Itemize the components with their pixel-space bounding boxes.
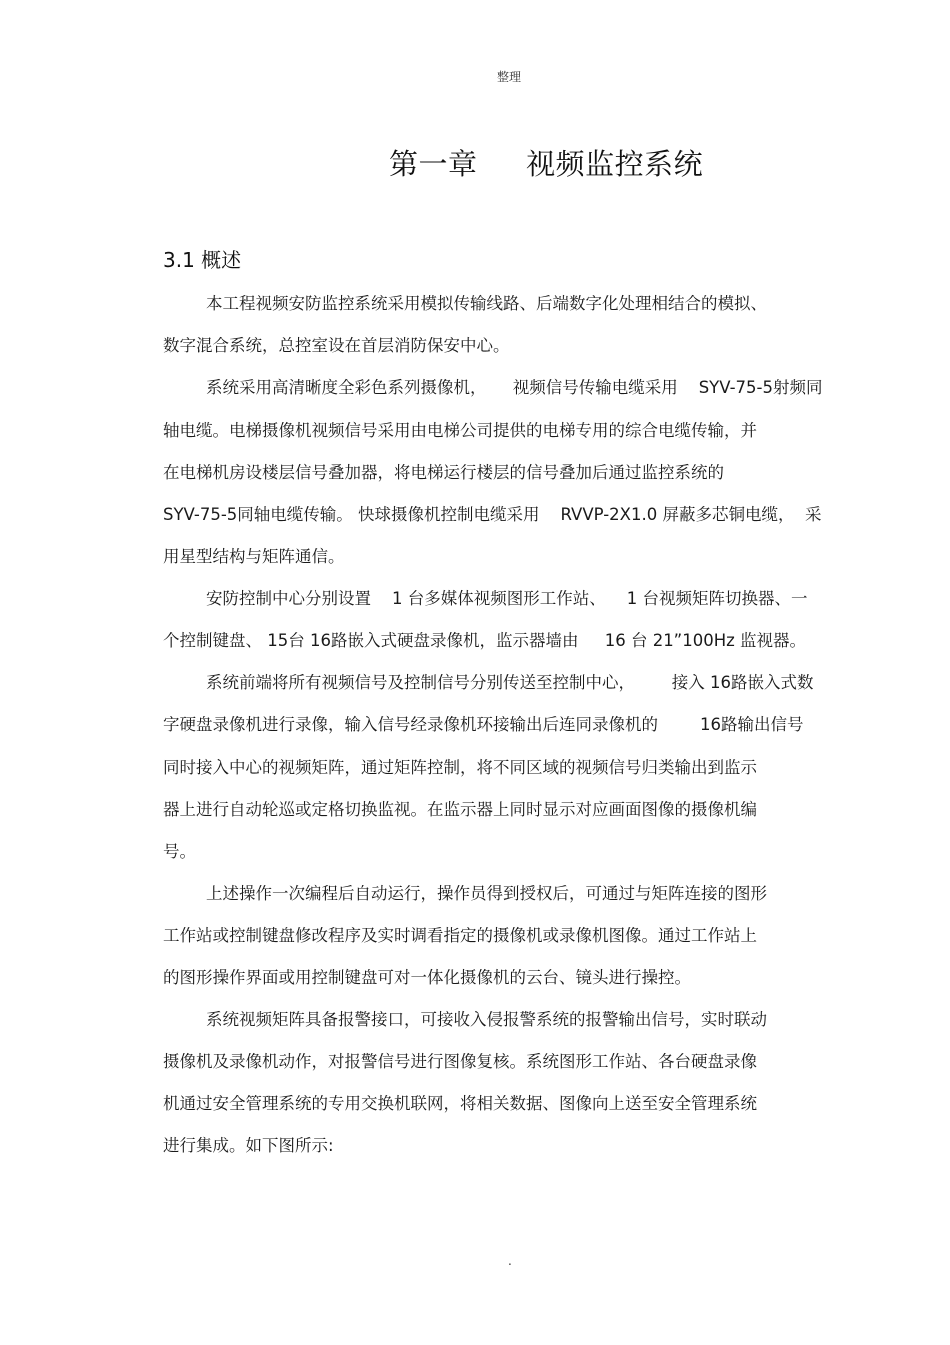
paragraph-line: 同时接入中心的视频矩阵，通过矩阵控制，将不同区域的视频信号归类输出到监示: [163, 758, 757, 777]
paragraph-line: 系统前端将所有视频信号及控制信号分别传送至控制中心， 接入 16路嵌入式数: [206, 673, 814, 692]
paragraph-line: 机通过安全管理系统的专用交换机联网，将相关数据、图像向上送至安全管理系统: [163, 1094, 757, 1113]
paragraph-line: 系统视频矩阵具备报警接口，可接收入侵报警系统的报警输出信号，实时联动: [206, 1010, 767, 1029]
paragraph-line: 号。: [163, 842, 196, 861]
paragraph-line: 上述操作一次编程后自动运行，操作员得到授权后，可通过与矩阵连接的图形: [206, 884, 767, 903]
chapter-title: 第一章 视频监控系统: [389, 147, 704, 181]
paragraph-line: 数字混合系统，总控室设在首层消防保安中心。: [163, 336, 510, 355]
paragraph-line: 轴电缆。电梯摄像机视频信号采用由电梯公司提供的电梯专用的综合电缆传输，并: [163, 421, 757, 440]
paragraph-line: 器上进行自动轮巡或定格切换监视。在监示器上同时显示对应画面图像的摄像机编: [163, 800, 757, 819]
paragraph-line: 字硬盘录像机进行录像，输入信号经录像机环接输出后连同录像机的 16路输出信号: [163, 715, 804, 734]
paragraph-line: 系统采用高清晰度全彩色系列摄像机， 视频信号传输电缆采用 SYV-75-5射频同: [206, 378, 823, 397]
paragraph-line: 在电梯机房设楼层信号叠加器，将电梯运行楼层的信号叠加后通过监控系统的: [163, 463, 724, 482]
paragraph-line: 工作站或控制键盘修改程序及实时调看指定的摄像机或录像机图像。通过工作站上: [163, 926, 757, 945]
paragraph-line: 本工程视频安防监控系统采用模拟传输线路、后端数字化处理相结合的模拟、: [206, 294, 767, 313]
page-header-label: 整理: [496, 70, 521, 84]
paragraph-line: 安防控制中心分别设置 1 台多媒体视频图形工作站、 1 台视频矩阵切换器、一: [206, 589, 808, 608]
paragraph-line: 个控制键盘、 15台 16路嵌入式硬盘录像机，监示器墙由 16 台 21”100Hz 监视器。: [163, 631, 807, 650]
section-heading: 3.1 概述: [163, 248, 242, 272]
paragraph-line: SYV-75-5同轴电缆传输。 快球摄像机控制电缆采用 RVVP-2X1.0 屏蔽多芯铜电缆， 采: [163, 505, 822, 524]
paragraph-line: 的图形操作界面或用控制键盘可对一体化摄像机的云台、镜头进行操控。: [163, 968, 691, 987]
paragraph-line: 摄像机及录像机动作，对报警信号进行图像复核。系统图形工作站、各台硬盘录像: [163, 1052, 757, 1071]
paragraph-line: 用星型结构与矩阵通信。: [163, 547, 345, 566]
page-footer-mark: .: [508, 1254, 512, 1268]
paragraph-line: 进行集成。如下图所示:: [163, 1136, 334, 1155]
